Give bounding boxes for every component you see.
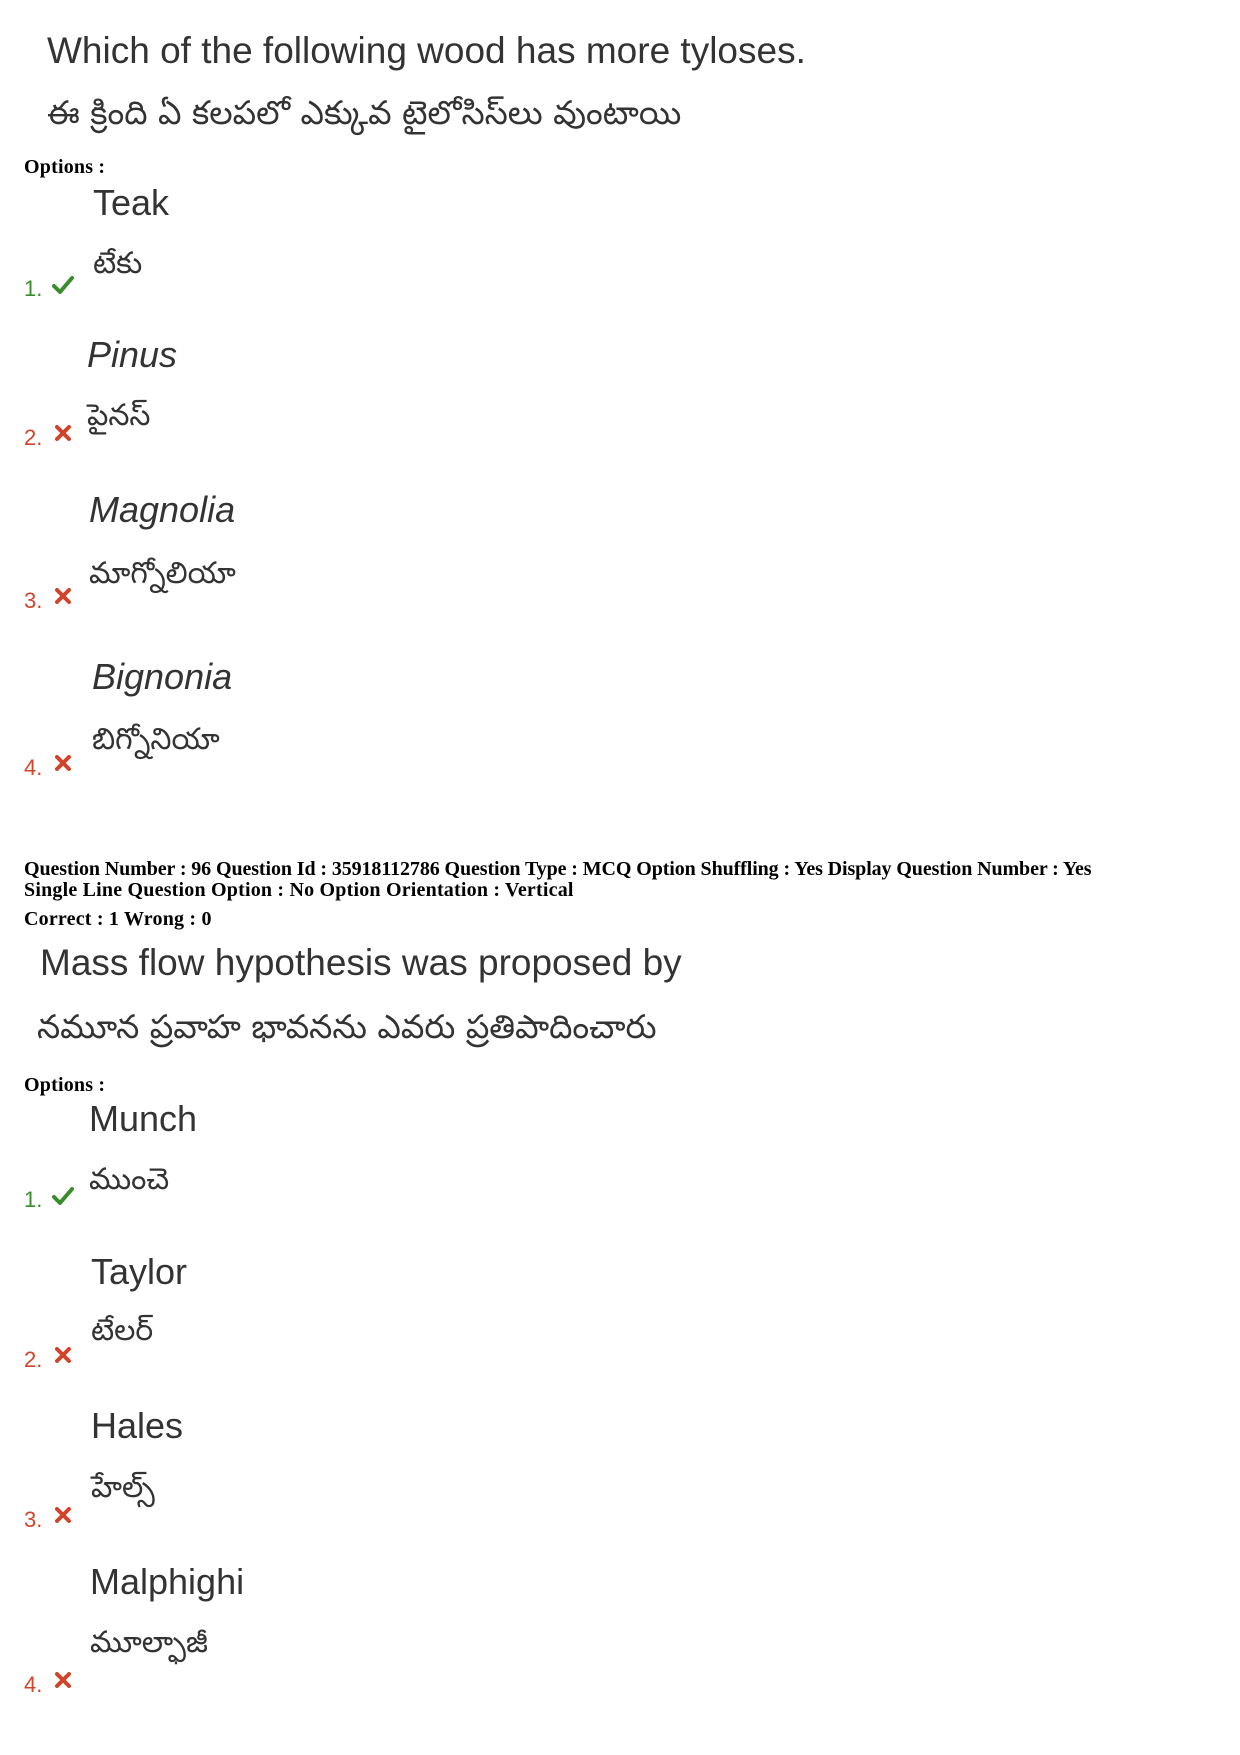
option-4-text-en: Bignonia xyxy=(92,656,233,697)
options-label: Options : xyxy=(24,156,106,178)
option-3-number: 3. xyxy=(24,1507,43,1532)
options-label: Options : xyxy=(24,1074,106,1096)
option-4-number: 4. xyxy=(24,1672,43,1697)
cross-icon xyxy=(54,1346,72,1364)
question-marks: Correct : 1 Wrong : 0 xyxy=(24,908,212,930)
cross-icon xyxy=(54,754,72,772)
question-text-te: నమూన ప్రవాహ భావనను ఎవరు ప్రతిపాదించారు xyxy=(37,1007,657,1046)
option-2-number: 2. xyxy=(24,425,43,450)
option-1-text-en: Munch xyxy=(89,1098,198,1139)
option-1-text-te: ముంచె xyxy=(89,1162,170,1197)
cross-icon xyxy=(54,1671,72,1689)
option-2-text-te: పైనస్ xyxy=(87,398,151,433)
option-3-number: 3. xyxy=(24,588,43,613)
cross-icon xyxy=(54,424,72,442)
option-3-text-te: మాగ్నోలియా xyxy=(89,556,236,591)
option-3-text-en: Hales xyxy=(91,1405,184,1446)
option-4-text-te: బిగ్నోనియా xyxy=(92,722,220,757)
option-1-text-te: టేకు xyxy=(93,246,143,281)
question-text-en: Which of the following wood has more tyloses. xyxy=(47,30,806,71)
option-1-text-en: Teak xyxy=(93,182,170,223)
option-4-text-te: మూల్ఫాజీ xyxy=(90,1625,208,1660)
option-2-text-te: టేలర్ xyxy=(91,1313,154,1348)
option-2-text-en: Pinus xyxy=(87,334,178,375)
question-meta-line-2: Single Line Question Option : No Option Orientation : Vertical xyxy=(24,879,574,901)
option-3-text-te: హేల్స్ xyxy=(91,1470,155,1505)
check-icon xyxy=(52,1185,74,1207)
question-meta-line-1: Question Number : 96 Question Id : 35918112786 Question Type : MCQ Option Shuffling : Yes Display Question Number : Yes xyxy=(24,858,1092,880)
option-2-text-en: Taylor xyxy=(91,1251,188,1292)
option-2-number: 2. xyxy=(24,1347,43,1372)
check-icon xyxy=(52,274,74,296)
option-1-number: 1. xyxy=(24,276,43,301)
option-1-number: 1. xyxy=(24,1187,43,1212)
question-text-en: Mass flow hypothesis was proposed by xyxy=(40,942,682,983)
cross-icon xyxy=(54,1506,72,1524)
option-4-text-en: Malphighi xyxy=(90,1561,245,1602)
option-3-text-en: Magnolia xyxy=(89,489,236,530)
question-text-te: ఈ క్రింది ఏ కలపలో ఎక్కువ టైలోసిస్‌లు వుంటాయి xyxy=(47,93,682,132)
option-4-number: 4. xyxy=(24,755,43,780)
cross-icon xyxy=(54,587,72,605)
